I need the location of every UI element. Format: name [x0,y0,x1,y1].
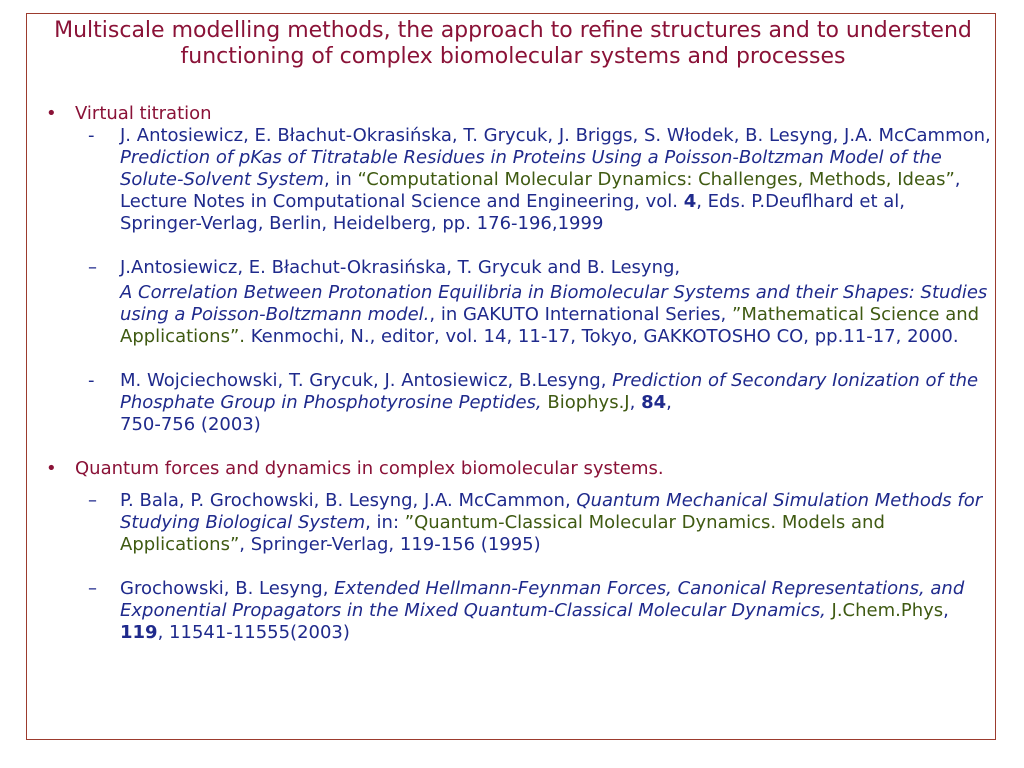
bullet-dot-icon: • [46,458,57,479]
section-heading: Quantum forces and dynamics in complex biomolecular systems. [75,458,664,479]
slide-content [30,103,992,644]
dash-marker: – [88,578,97,599]
ref-tail: , Eds. P.Deuflhard et al, Springer-Verlag, Berlin, Heidelberg, pp. 176-196,1999 [120,191,906,234]
ref-venue: ”Quantum-Classical Molecular Dynamics. Models and Applications” [120,512,885,555]
dash-marker: – [88,257,97,278]
ref-tail: , Springer-Verlag, 119-156 (1995) [239,534,541,555]
ref-volume: 84 [641,392,667,413]
ref-authors: P. Bala, P. Grochowski, B. Lesyng, J.A. McCammon, [120,490,577,511]
ref-pre-venue: , in [323,169,358,190]
ref-venue: ”Mathematical Science and Applications”. [120,304,980,347]
dash-marker: - [88,125,95,146]
section-bullet-quantum-forces [30,458,992,480]
reference-item [30,578,992,644]
ref-authors: Grochowski, B. Lesyng, [120,578,335,599]
ref-title: A Correlation Between Protonation Equilibria in Biomolecular Systems and their Shapes: Studies using a Poisson-Boltzmann model. [120,282,988,325]
slide-title: Multiscale modelling methods, the approach to refine structures and to understend functioning of complex biomolecular systems and processes [54,18,972,69]
ref-comma: , [157,622,164,643]
ref-journal: Biophys.J [541,392,630,413]
ref-pre-venue: , in: [365,512,405,533]
ref-tail: Kenmochi, N., editor, vol. 14, 11-17, Tokyo, GAKKOTOSHO CO, pp.11-17, 2000. [245,326,959,347]
ref-authors: M. Wojciechowski, T. Grycuk, J. Antosiewicz, B.Lesyng, [120,370,613,391]
dash-marker: - [88,370,95,391]
section-bullet-virtual-titration [30,103,992,125]
reference-item [30,490,992,556]
ref-venue: “Computational Molecular Dynamics: Challenges, Methods, Ideas” [357,169,955,190]
ref-authors: J.Antosiewicz, E. Błachut-Okrasińska, T. Grycuk and B. Lesyng, [120,257,681,278]
ref-title: Prediction of Secondary Ionization of the Phosphate Group in Phosphotyrosine Peptides, [120,370,979,413]
ref-mid: , Lecture Notes in Computational Science and Engineering, vol. [120,169,961,212]
ref-journal: J.Chem.Phys [825,600,944,621]
ref-authors: J. Antosiewicz, E. Błachut-Okrasińska, T. Grycuk, J. Briggs, S. Włodek, B. Lesyng, J.A. McCammon, [120,125,991,146]
ref-volume: 119 [120,622,158,643]
dash-marker: – [88,490,97,511]
ref-title: Extended Hellmann-Feynman Forces, Canonical Representations, and Exponential Propagators in the Mixed Quantum-Classical Molecular Dynamics, [120,578,965,621]
ref-title: Quantum Mechanical Simulation Methods for Studying Biological System [120,490,983,533]
ref-volume: 4 [683,191,697,212]
reference-item [30,125,992,235]
ref-comma: , [666,392,672,413]
reference-continuation [30,282,992,348]
ref-pre-venue: , in GAKUTO International Series, [429,304,732,325]
ref-title: Prediction of pKas of Titratable Residues in Proteins Using a Poisson-Boltzman Model of the Solute-Solvent System [120,147,942,190]
reference-item [30,370,992,436]
ref-tail: 11541-11555(2003) [163,622,350,643]
ref-sep: , [943,600,949,621]
section-heading: Virtual titration [75,103,212,124]
ref-sep: , [629,392,642,413]
reference-item [30,257,992,279]
bullet-dot-icon: • [46,103,57,124]
ref-tail: 750-756 (2003) [120,414,261,435]
